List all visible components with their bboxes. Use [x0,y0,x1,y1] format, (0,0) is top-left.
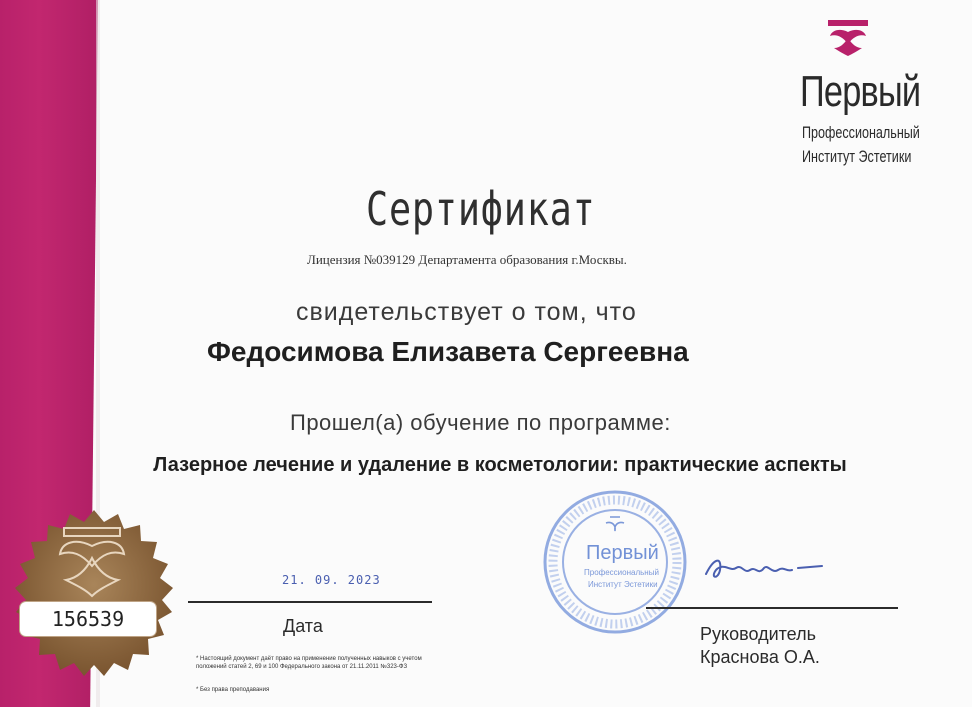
date-value: 21. 09. 2023 [282,573,381,587]
signature-line [646,607,898,609]
blue-stamp-icon [540,487,690,637]
gold-seal-icon [6,508,182,684]
logo-subtitle-2: Институт Эстетики [802,147,912,166]
date-label: Дата [283,616,323,636]
teaching-note: * Без права преподавания [196,687,270,693]
certificate-title: Сертификат [366,182,596,236]
recipient-name: Федосимова Елизавета Сергеевна [207,336,689,367]
logo-wordmark: Первый [800,67,921,116]
date-line [188,601,432,603]
lotus-logo-icon [826,18,870,58]
signatory-role: Руководитель [700,624,816,644]
svg-text:Профессиональный: Профессиональный [584,568,659,577]
attests-text: свидетельствует о том, что [296,298,637,326]
svg-text:Институт Эстетики: Институт Эстетики [588,580,658,589]
completed-program-text: Прошел(а) обучение по программе: [290,410,671,435]
logo-subtitle-1: Профессиональный [802,123,920,142]
program-title: Лазерное лечение и удаление в косметологии: практические аспекты [153,454,847,476]
signatory-name: Краснова О.А. [700,647,820,667]
certificate-number: 156539 [20,602,156,636]
institute-logo [790,18,940,178]
legal-footnote: * Настоящий документ даёт право на применение полученных навыков с учетом положений статей 2, 69 и 100 Федерального закона от 21.11.2011 №323-ФЗ [196,656,422,670]
license-text: Лицензия №039129 Департамента образования г.Москвы. [307,252,627,267]
handwritten-signature-icon [700,548,830,588]
svg-text:Первый: Первый [586,542,659,564]
